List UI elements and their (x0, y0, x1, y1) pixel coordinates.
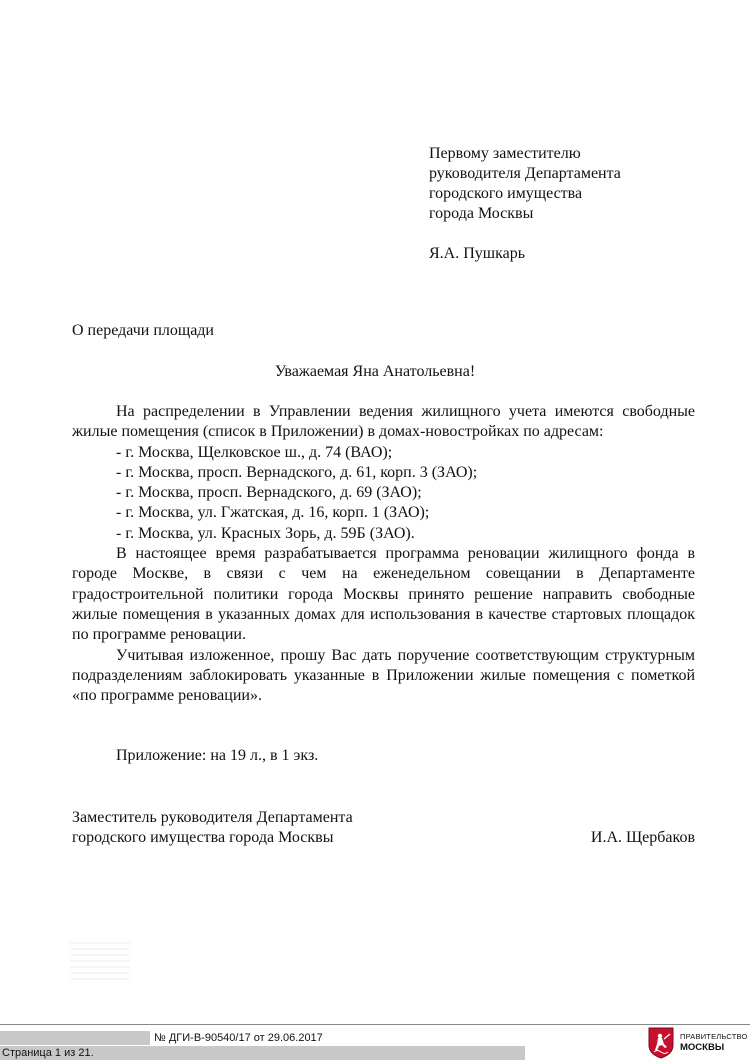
recipient-name: Я.А. Пушкарь (429, 245, 526, 262)
logo-text (680, 1032, 748, 1054)
recipient-line: города Москвы (429, 205, 534, 222)
address-item: - г. Москва, просп. Вернадского, д. 61, корп. 3 (ЗАО); (116, 463, 478, 481)
signer-title (72, 808, 353, 848)
signer-title-line: Заместитель руководителя Департамента (72, 809, 353, 826)
moscow-government-logo (648, 1027, 748, 1059)
logo-line-2: МОСКВЫ (680, 1042, 725, 1053)
recipient-line: городского имущества (429, 185, 583, 202)
moscow-coat-of-arms-icon (648, 1027, 674, 1059)
letter-subject: О передачи площади (72, 322, 214, 339)
signer-name: И.А. Щербаков (590, 829, 695, 846)
recipient-line: руководителя Департамента (429, 165, 621, 182)
address-item: - г. Москва, Щелковское ш., д. 74 (ВАО); (116, 443, 393, 461)
attachment-note: Приложение: на 19 л., в 1 экз. (116, 747, 319, 764)
footer-divider (0, 1024, 750, 1025)
logo-line-1: ПРАВИТЕЛЬСТВО (680, 1032, 748, 1041)
body-paragraph: В настоящее время разрабатывается программа реновации жилищного фонда в городе Москве, в связи с чем на еженедельном совещании в Департаменте градостроительной политики города Москвы принято решение направить свободные жилые помещения в указанных домах для использования в качестве стартовых площадок по программе реновации. (72, 545, 695, 644)
letter-greeting: Уважаемая Яна Анатольевна! (274, 363, 476, 380)
body-paragraph: Учитывая изложенное, прошу Вас дать поручение соответствующим структурным подразделениям заблокировать указанные в Приложении жилые помещения с пометкой «по программе реновации». (72, 646, 695, 705)
faint-stamp-mark (70, 940, 130, 980)
address-item: - г. Москва, ул. Красных Зорь, д. 59Б (ЗАО). (116, 524, 415, 542)
document-number: № ДГИ-В-90540/17 от 29.06.2017 (154, 1032, 323, 1044)
recipient-block (429, 144, 621, 264)
letter-body (72, 402, 695, 706)
address-item: - г. Москва, ул. Гжатская, д. 16, корп. 1 (ЗАО); (116, 504, 430, 522)
page-counter: Страница 1 из 21. (2, 1047, 94, 1059)
recipient-line: Первому заместителю (429, 145, 581, 162)
address-item: - г. Москва, просп. Вернадского, д. 69 (ЗАО); (116, 484, 422, 502)
body-paragraph: На распределении в Управлении ведения жилищного учета имеются свободные жилые помещения (список в Приложении) в домах-новостройках по адресам: (72, 403, 695, 441)
footer-barcode-strip (0, 1031, 150, 1045)
signer-title-line: городского имущества города Москвы (72, 829, 334, 846)
